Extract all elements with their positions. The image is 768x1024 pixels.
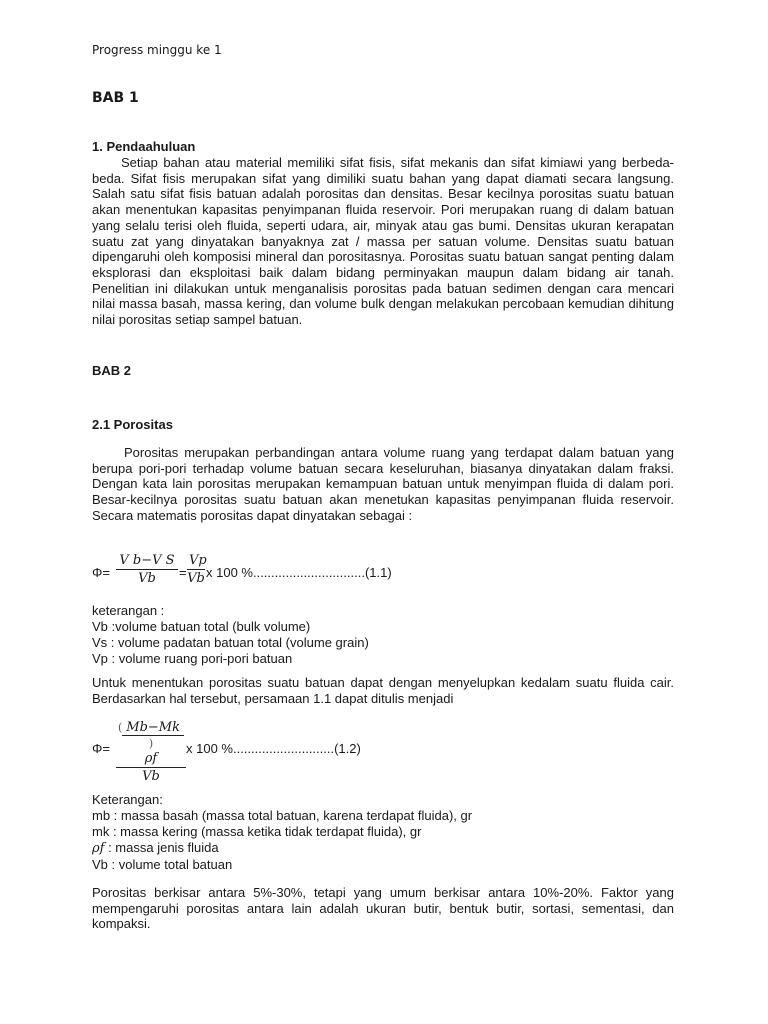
legend-1-title: keterangan : [92, 603, 165, 618]
legend-2-title: Keterangan: [92, 792, 163, 807]
section-2-1-paragraph-3: Porositas berkisar antara 5%-30%, tetapi yang umum berkisar antara 10%-20%. Faktor yang mempengaruhi porositas antara lain adalah ukuran butir, bentuk butir, sortasi, sementasi, dan kompaksi. [92, 885, 674, 932]
formula-1-frac-b-denominator: Vb [187, 571, 205, 586]
formula-1-frac-a-denominator: Vb [138, 571, 156, 586]
legend-1-item: Vb :volume batuan total (bulk volume) [92, 619, 311, 634]
formula-1-lhs: Φ= [92, 565, 110, 580]
section-1-paragraph: Setiap bahan atau material memiliki sifat fisis, sifat mekanis dan sifat kimiawi yang berbeda-beda. Sifat fisis merupakan sifat yang dimiliki suatu bahan yang dapat diamati secara langsung. Salah satu sifat fisis batuan adalah porositas dan densitas. Besar kecilnya porositas suatu batuan akan menentukan kapasitas penyimpanan fluida reservoir. Pori merupakan ruang di dalam batuan yang selalu terisi oleh fluida, seperti udara, air, minyak atau gas bumi. Densitas ukuran kerapatan suatu zat yang dinyatakan banyaknya zat / massa per satuan volume. Densitas suatu batuan dipengaruhi oleh komposisi mineral dan porositasnya. Porositas suatu batuan sangat penting dalam eksplorasi dan eksploitasi baik dalam bidang perminyakan maupun dalam bidang air tanah. Penelitian ini dilakukan untuk menganalisis porositas pada batuan sedimen dengan cara mencari nilai massa basah, massa kering, dan volume bulk dengan melakukan percobaan kemudian dihitung nilai porositas setiap sampel batuan. [92, 155, 674, 328]
formula-1-tail: x 100 %...............................(1.1) [206, 565, 392, 580]
formula-2-inner-denominator: ρf [116, 751, 186, 768]
formula-1-frac-a-numerator: V b−V S [116, 553, 178, 570]
legend-2-item-rho [92, 840, 472, 857]
header-note: Progress minggu ke 1 [92, 43, 222, 57]
section-1-title: 1. Pendaahuluan [92, 139, 196, 154]
chapter-2-title: BAB 2 [92, 363, 132, 378]
legend-1-item: Vp : volume ruang pori-pori batuan [92, 651, 293, 666]
formula-2-outer-denominator: Vb [142, 769, 160, 784]
section-2-1-paragraph-2: Untuk menentukan porositas suatu batuan dapat dengan menyelupkan kedalam suatu fluida cair. Berdasarkan hal tersebut, persamaan 1.1 dapat ditulis menjadi [92, 675, 674, 706]
formula-1-frac-b-numerator: Vp [189, 553, 207, 568]
legend-2 [92, 792, 472, 873]
legend-2-item: mk : massa kering (massa ketika tidak terdapat fluida), gr [92, 824, 422, 839]
formula-2-inner-numerator-row: ( Mb−Mk) [116, 720, 186, 751]
formula-1-fraction-b [187, 553, 205, 586]
section-2-1-paragraph-1: Porositas merupakan perbandingan antara volume ruang yang terdapat dalam batuan yang berupa pori-pori terhadap volume batuan secara keseluruhan, biasanya dinyatakan dalam fraksi. Dengan kata lain porositas merupakan kemampuan batuan untuk menyimpan fluida di dalam pori. Besar-kecilnya porositas suatu batuan akan menetukan kapasitas penyimpanan fluida reservoir. Secara matematis porositas dapat dinyatakan sebagai : [92, 445, 674, 523]
formula-1-fraction-a [116, 553, 178, 586]
chapter-1-title: BAB 1 [92, 90, 139, 106]
formula-2-fraction [116, 720, 186, 784]
legend-1-item: Vs : volume padatan batuan total (volume grain) [92, 635, 369, 650]
formula-2-lhs: Φ= [92, 741, 110, 756]
formula-2-inner-numerator: Mb−Mk [122, 720, 184, 736]
formula-2-tail: x 100 %............................(1.2) [186, 741, 361, 756]
legend-2-item: mb : massa basah (massa total batuan, karena terdapat fluida), gr [92, 808, 473, 823]
formula-1-equals: = [179, 565, 187, 580]
section-2-1-title: 2.1 Porositas [92, 417, 173, 432]
rho-description: : massa jenis fluida [104, 840, 219, 855]
rho-symbol: ρf [92, 841, 105, 856]
legend-2-item: Vb : volume total batuan [92, 857, 233, 872]
legend-1 [92, 603, 369, 667]
